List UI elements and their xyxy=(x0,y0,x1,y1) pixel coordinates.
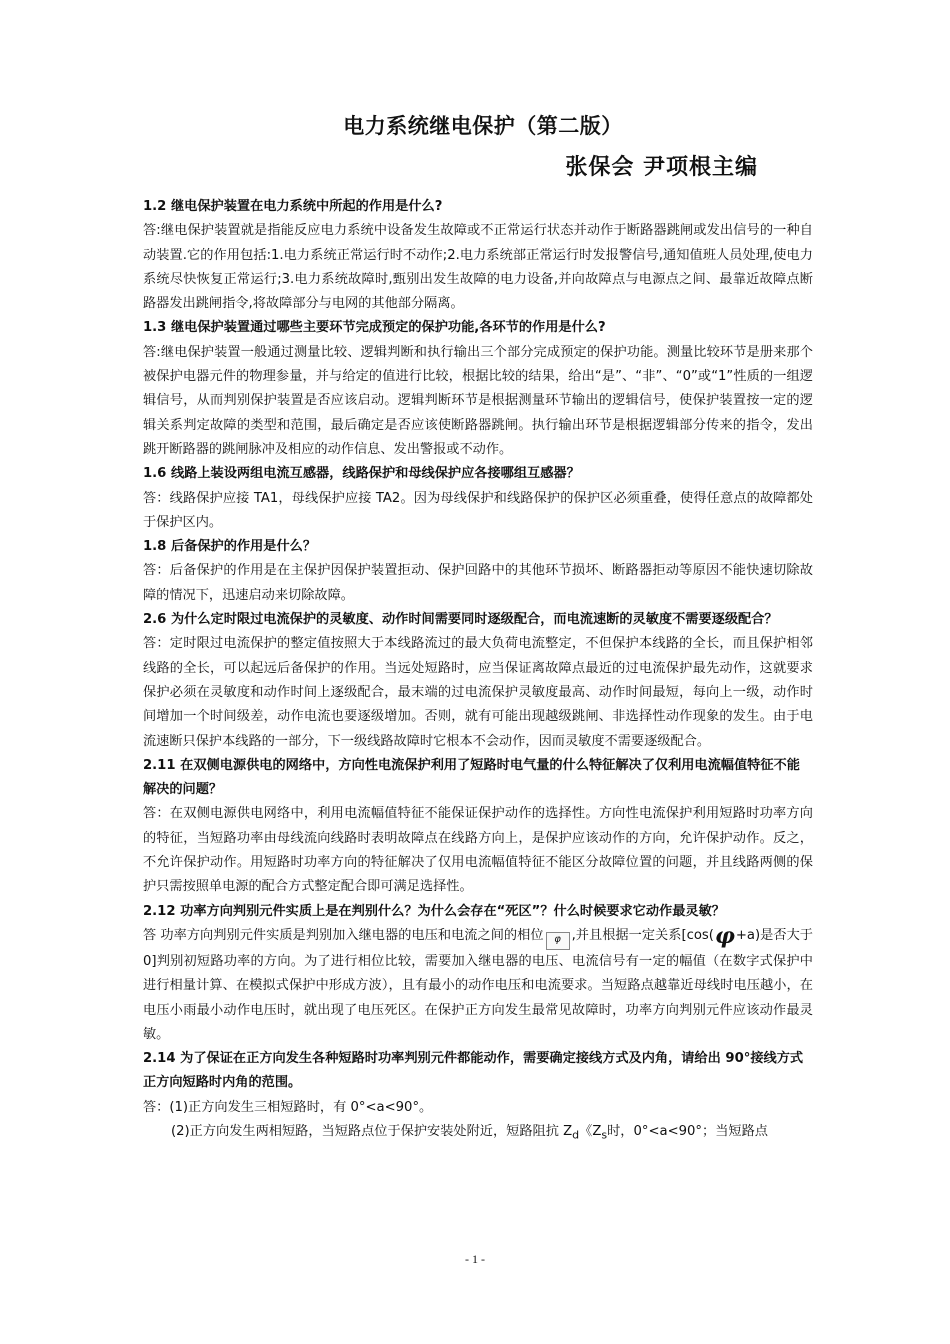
answer-2-14-part1: 答：(1)正方向发生三相短路时，有 0°<a<90°。 xyxy=(143,1099,433,1115)
answer-2-12-post: 是否大于 0]判别初短路功率的方向。为了进行相位比较，需要加入继电器的电压、电流信号有一定的幅值（在数字式保护中进行相量计算、在模拟式保护中形成方波），且有最小的动作电压和电流要求。当短路点越靠近母线时电压越小，在电压小雨最小动作电压时，就出现了电压死区。在保护正方向发生最常见故障时，功率方向判别元件应该动作最灵敏。 xyxy=(143,927,813,1042)
document-title: 电力系统继电保护（第二版） xyxy=(343,114,623,138)
answer-1-8: 答：后备保护的作用是在主保护因保护装置拒动、保护回路中的其他环节损坏、断路器拒动等原因不能快速切除故障的情况下，迅速启动来切除故障。 xyxy=(143,563,813,603)
answer-2-12-pre: 答 功率方向判别元件实质是判别加入继电器的电压和电流之间的相位 xyxy=(143,927,544,943)
question-1-6: 1.6 线路上装设两组电流互感器，线路保护和母线保护应各接哪组互感器？ xyxy=(143,466,580,482)
answer-2-14-post: 时，0°<a<90°；当短路点 xyxy=(607,1123,768,1139)
question-2-14: 2.14 为了保证在正方向发生各种短路时功率判别元件都能动作，需要确定接线方式及内角，请给出 90°接线方式正方向短路时内角的范围。 xyxy=(143,1051,804,1091)
answer-2-12 xyxy=(143,924,813,1047)
answer-2-14-pre: (2)正方向发生两相短路，当短路点位于保护安装处附近，短路阻抗 Z xyxy=(171,1123,573,1139)
question-1-2: 1.2 继电保护装置在电力系统中所起的作用是什么? xyxy=(143,199,443,214)
answer-2-11: 答：在双侧电源供电网络中，利用电流幅值特征不能保证保护动作的选择性。方向性电流保护利用短路时功率方向的特征，当短路功率由母线流向线路时表明故障点在线路方向上，是保护应该动作的方向，允许保护动作。反之，不允许保护动作。用短路时功率方向的特征解决了仅用电流幅值特征不能区分故障位置的问题，并且线路两侧的保护只需按照单电源的配合方式整定配合即可满足选择性。 xyxy=(143,806,813,895)
answer-2-12-plus: +a) xyxy=(735,927,761,943)
answer-2-14-part2 xyxy=(143,1120,813,1148)
subscript-d: d xyxy=(572,1128,580,1142)
phi-formula-image: φ xyxy=(546,932,570,950)
answer-2-6: 答：定时限过电流保护的整定值按照大于本线路流过的最大负荷电流整定，不但保护本线路的全长，而且保护相邻线路的全长，可以起远后备保护的作用。当远处短路时，应当保证离故障点最近的过电流保护最先动作，这就要求保护必须在灵敏度和动作时间上逐级配合，最末端的过电流保护灵敏度最高、动作时间最短，每向上一级，动作时间增加一个时间级差，动作电流也要逐级增加。否则，就有可能出现越级跳闸、非选择性动作现象的发生。由于电流速断只保护本线路的一部分，下一级线路故障时它根本不会动作，因而灵敏度不需要逐级配合。 xyxy=(143,636,813,749)
subscript-s: s xyxy=(601,1128,608,1142)
answer-1-6: 答：线路保护应接 TA1，母线保护应接 TA2。因为母线保护和线路保护的保护区必须重叠，使得任意点的故障都处于保护区内。 xyxy=(143,490,813,530)
document-author: 张保会 尹项根主编 xyxy=(565,155,758,180)
document-page xyxy=(143,110,813,1148)
question-2-6: 2.6 为什么定时限过电流保护的灵敏度、动作时间需要同时逐级配合，而电流速断的灵敏度不需要逐级配合？ xyxy=(143,612,778,628)
question-1-8: 1.8 后备保护的作用是什么？ xyxy=(143,539,317,555)
question-2-12: 2.12 功率方向判别元件实质上是在判别什么？为什么会存在“死区”？什么时候要求它动作最灵敏？ xyxy=(143,903,725,919)
answer-1-3: 答:继电保护装置一般通过测量比较、逻辑判断和执行输出三个部分完成预定的保护功能。测量比较环节是册来那个被保护电器元件的物理参量，并与给定的值进行比较，根据比较的结果，给出“是”、“非”、“0”或“1”性质的一组逻辑信号，从而判别保护装置是否应该启动。逻辑判断环节是根据测量环节输出的逻辑信号，使保护装置按一定的逻辑关系判定故障的类型和范围，最后确定是否应该使断路器跳闸。执行输出环节是根据逻辑部分传来的指令，发出跳开断路器的跳闸脉冲及相应的动作信息、发出警报或不动作。 xyxy=(143,344,813,457)
question-2-11: 2.11 在双侧电源供电的网络中，方向性电流保护利用了短路时电气量的什么特征解决了仅利用电流幅值特征不能解决的问题？ xyxy=(143,757,800,798)
question-1-3: 1.3 继电保护装置通过哪些主要环节完成预定的保护功能,各环节的作用是什么? xyxy=(143,320,606,336)
answer-2-12-mid: ,并且根据一定关系[cos( xyxy=(571,927,714,943)
phi-symbol: φ xyxy=(714,922,735,949)
answer-2-14-mid: 《Z xyxy=(579,1123,602,1139)
answer-1-2: 答:继电保护装置就是指能反应电力系统中设备发生故障或不正常运行状态并动作于断路器跳闸或发出信号的一种自动装置.它的作用包括:1.电力系统正常运行时不动作;2.电力系统部正常运行时发报警信号,通知值班人员处理,使电力系统尽快恢复正常运行;3.电力系统故障时,甄别出发生故障的电力设备,并向故障点与电源点之间、最靠近故障点断路器发出跳闸指令,将故障部分与电网的其他部分隔离。 xyxy=(143,223,813,312)
page-number: - 1 - xyxy=(465,1252,485,1266)
